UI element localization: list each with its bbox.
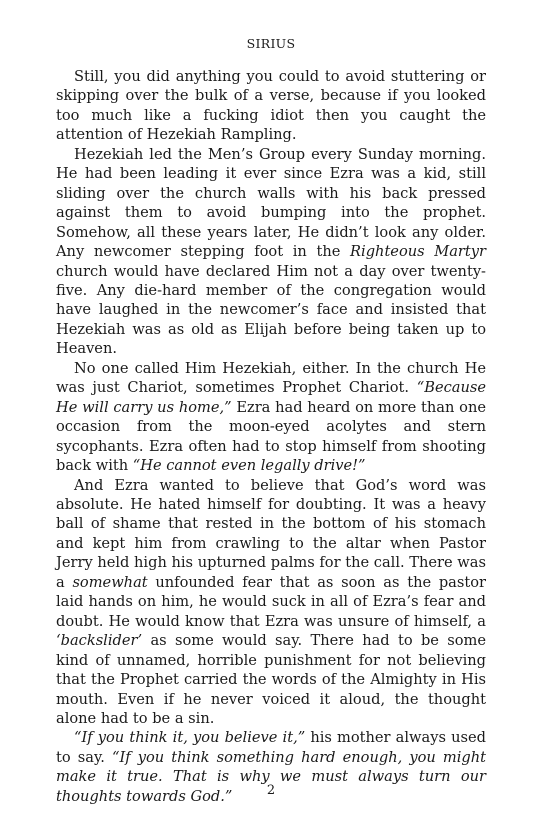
paragraph [56, 145, 486, 359]
text-run: And Ezra wanted to believe that God’s word was absolute. He hated himself for doubting. It was a heavy ball of shame that rested in the bottom of his stomach and kept him from crawling to the altar when Pastor Jerry held high his upturned palms for the call. There was a [56, 476, 486, 591]
text-run: as some would say. There had to be some kind of unnamed, horrible punishment for not believing that the Prophet carried the words of the Almighty in His mouth. Even if he never voiced it aloud, the thought alone had to be a sin. [56, 632, 486, 727]
italic-text-run: somewhat [72, 573, 148, 591]
text-run: Hezekiah led the Men’s Group every Sunday morning. He had been leading it ever since Ezra was a kid, still sliding over the church walls with his back pressed against them to avoid bumping into the prophet. Somehow, all these years later, He didn’t look any older. Any newcomer stepping foot in the [56, 145, 486, 261]
italic-text-run: ‘backslider’ [56, 632, 143, 650]
text-run: unfounded fear that as soon as the pastor laid hands on him, he would suck in all of Ezra’s fear and doubt. He would know that Ezra was unsure of himself, a [56, 573, 486, 630]
text-run: his mother always used to say. [56, 729, 486, 766]
italic-text-run: “He cannot even legally drive!” [132, 457, 366, 475]
body-text [56, 67, 486, 806]
text-run: Ezra had heard on more than one occasion from the moon-eyed acolytes and stern sycophants. Ezra often had to stop himself from shooting back with [56, 398, 486, 475]
running-header: SIRIUS [246, 36, 296, 51]
paragraph [56, 67, 486, 145]
text-run: church would have declared Him not a day over twenty-five. Any die-hard member of the congregation would have laughed in the newcomer’s face and insisted that Hezekiah was as old as Elijah before being taken up to Heaven. [56, 262, 486, 358]
italic-text-run: “Because He will carry us home,” [56, 379, 486, 416]
page-number: 2 [266, 783, 276, 798]
text-run: No one called Him Hezekiah, either. In the church He was just Chariot, sometimes Prophet Chariot. [56, 359, 486, 397]
italic-text-run: “If you think it, you believe it,” [74, 729, 306, 747]
italic-text-run: “If you think something hard enough, you might make it true. That is why we must always turn our thoughts towards God.” [56, 748, 486, 805]
text-run: Still, you did anything you could to avoid stuttering or skipping over the bulk of a verse, because if you looked too much like a fucking idiot then you caught the attention of Hezekiah Rampling. [56, 68, 486, 144]
paragraph [56, 476, 486, 729]
italic-text-run: Righteous Martyr [350, 243, 486, 261]
paragraph [56, 359, 486, 476]
